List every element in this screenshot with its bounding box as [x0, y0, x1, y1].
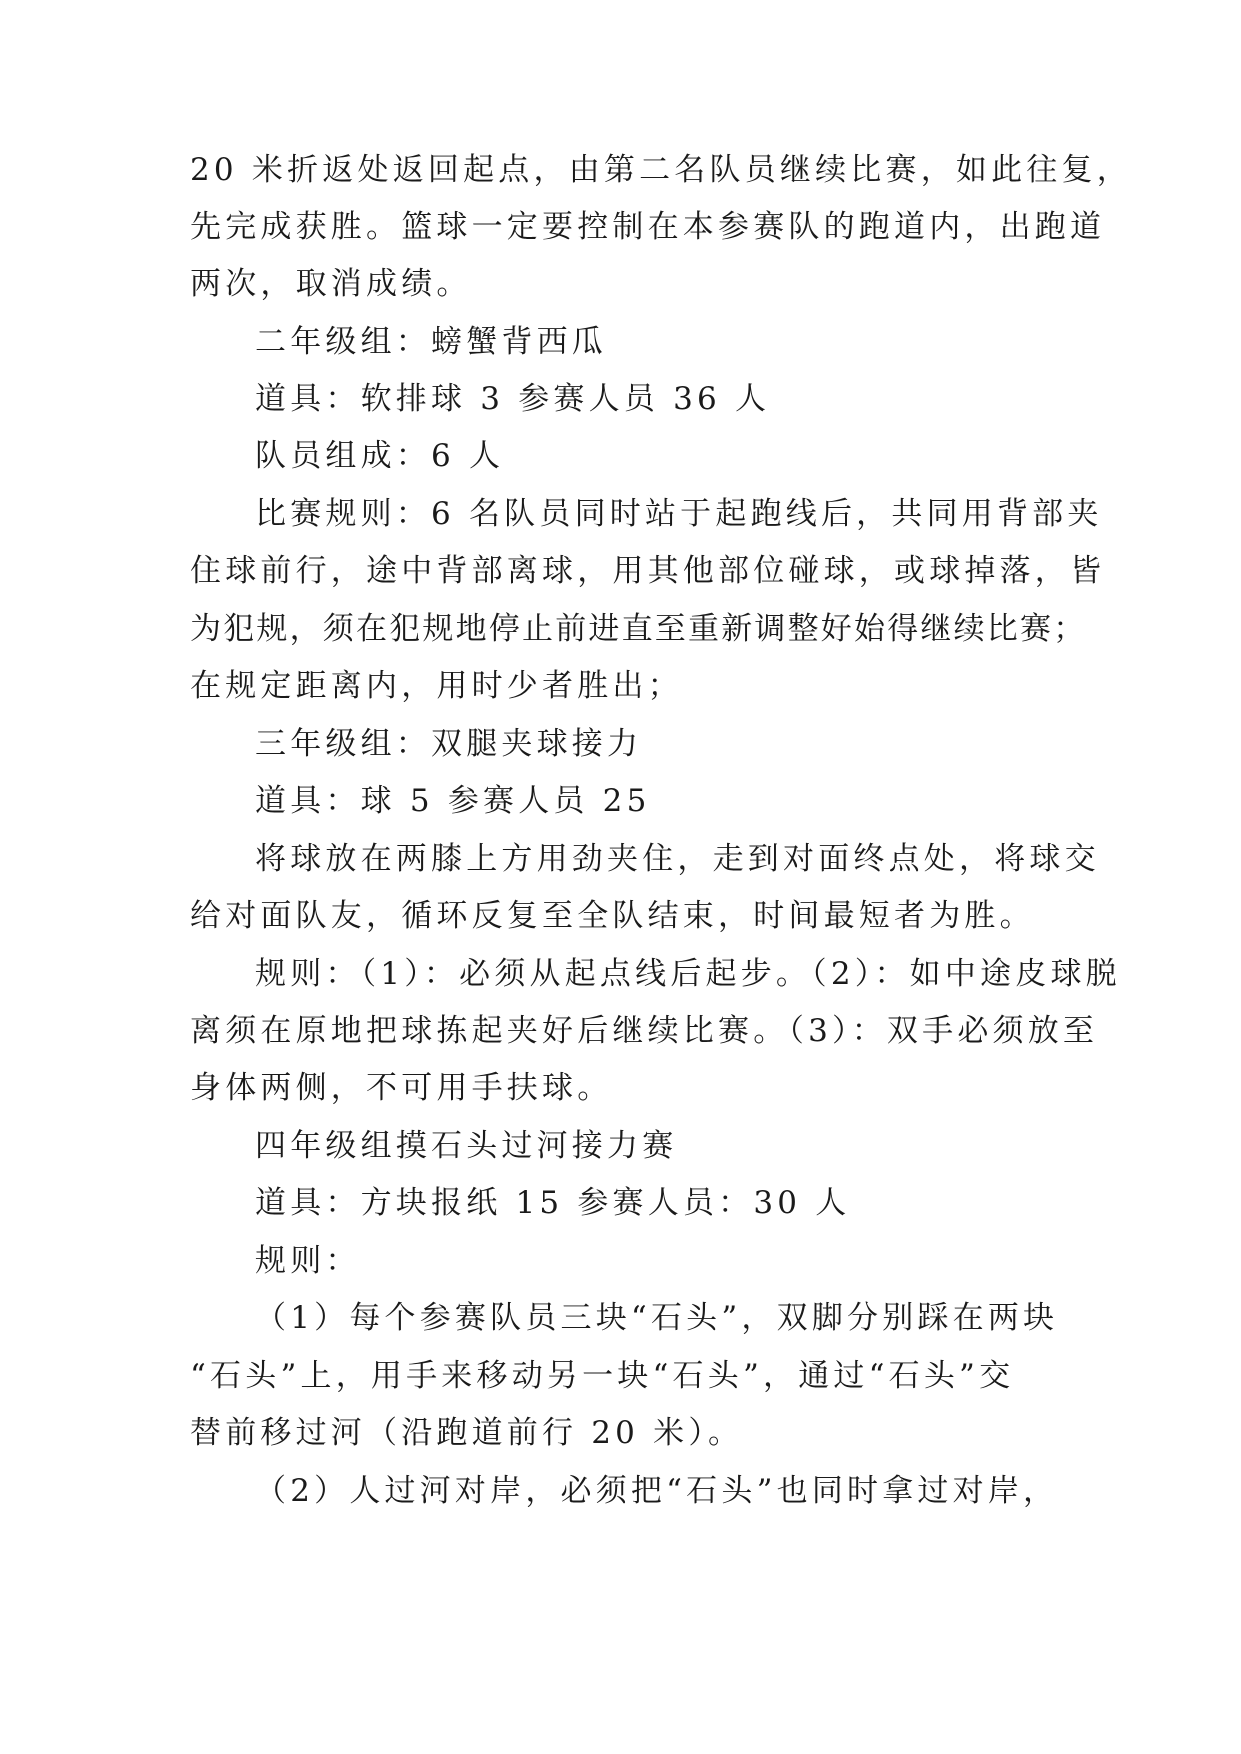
- text-line: 规则：: [255, 1243, 361, 1279]
- text-line: 20 米折返处返回起点，由第二名队员继续比赛，如此往复，: [190, 152, 1132, 188]
- text-line: （2）人过河对岸，必须把“石头”也同时拿过对岸，: [255, 1473, 1059, 1509]
- text-line: 比赛规则：6 名队员同时站于起跑线后，共同用背部夹: [255, 496, 1103, 532]
- text-line: （1）每个参赛队员三块“石头”，双脚分别踩在两块: [255, 1300, 1059, 1336]
- text-line: 住球前行，途中背部离球，用其他部位碰球，或球掉落，皆: [190, 553, 1106, 589]
- text-line: “石头”上，用手来移动另一块“石头”，通过“石头”交: [190, 1358, 1015, 1394]
- text-line: 道具：球 5 参赛人员 25: [255, 783, 651, 819]
- text-line: 道具：软排球 3 参赛人员 36 人: [255, 381, 771, 417]
- text-line: 道具：方块报纸 15 参赛人员：30 人: [255, 1185, 851, 1221]
- text-line: 先完成获胜。篮球一定要控制在本参赛队的跑道内，出跑道: [190, 209, 1106, 245]
- section-heading: 四年级组摸石头过河接力赛: [255, 1128, 678, 1164]
- text-line: 身体两侧，不可用手扶球。: [190, 1070, 613, 1106]
- text-line: 规则：（1）：必须从起点线后起步。（2）：如中途皮球脱: [255, 956, 1121, 992]
- section-heading: 二年级组：螃蟹背西瓜: [255, 324, 607, 360]
- text-line: 在规定距离内，用时少者胜出；: [190, 668, 683, 704]
- text-line: 离须在原地把球拣起夹好后继续比赛。（3）：双手必须放至: [190, 1013, 1099, 1049]
- text-line: 为犯规，须在犯规地停止前进直至重新调整好始得继续比赛；: [190, 611, 1087, 647]
- section-heading: 三年级组：双腿夹球接力: [255, 726, 643, 762]
- text-line: 给对面队友，循环反复至全队结束，时间最短者为胜。: [190, 898, 1035, 934]
- text-line: 队员组成：6 人: [255, 438, 505, 474]
- text-line: 两次，取消成绩。: [190, 266, 472, 302]
- text-line: 将球放在两膝上方用劲夹住，走到对面终点处，将球交: [255, 841, 1100, 877]
- text-line: 替前移过河（沿跑道前行 20 米）。: [190, 1415, 744, 1451]
